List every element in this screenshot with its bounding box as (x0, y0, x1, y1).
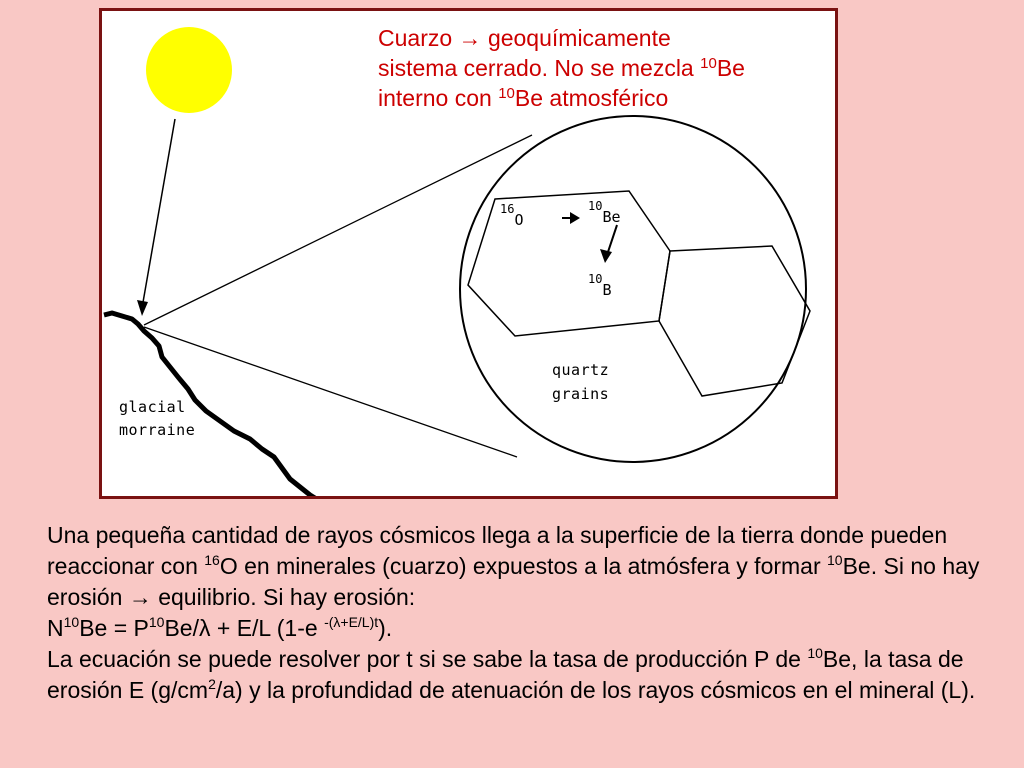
note-line-3: interno con $^{10}$Be atmosférico (378, 85, 669, 111)
equation: $N^{10}Be = P^{10}Be/\lambda + E/L$ (1-e $^{-(\lambda+E/L)t}$). (47, 614, 393, 641)
note-line-2: sistema cerrado. No se mezcla $^{10}$Be (378, 55, 745, 81)
isotope-be10: $^{10}$Be (588, 199, 621, 226)
zoom-line-bottom (144, 327, 517, 457)
label-morraine: morraine (119, 421, 196, 439)
paragraph-equation-solution: La ecuación se puede resolver por t si se sabe la tasa de producción P de $^{10}$Be, la tasa de erosión E $(g/cm^2/a)$ y la profundidad de atenuación de los rayos cósmicos en el mineral (L). (47, 645, 976, 703)
sun-icon (146, 27, 232, 113)
label-quartz: quartz (552, 361, 610, 379)
label-glacial: glacial (119, 398, 186, 416)
cosmic-ray-arrowhead (137, 300, 148, 316)
isotope-o16: $^{16}$O (500, 202, 524, 229)
diagram-frame (99, 8, 838, 499)
arrow-icon: → (458, 25, 482, 51)
cosmic-ray-arrow (142, 119, 175, 308)
magnified-circle (460, 116, 806, 462)
explanation-text (47, 520, 1007, 706)
label-grains: grains (552, 385, 610, 403)
note-line-1: Cuarzo → geoquímicamente (378, 25, 671, 51)
quartz-closed-system-note (378, 23, 848, 113)
arrow-icon: → (128, 584, 152, 610)
paragraph-cosmic-rays: Una pequeña cantidad de rayos cósmicos llega a la superficie de la tierra donde pueden reaccionar con $^{16}$O en minerales (cuarzo) expuestos a la atmósfera y formar $^{10}$Be. Si no hay erosión → equilibrio. Si hay erosión: (47, 522, 980, 610)
isotope-b10: $^{10}$B (588, 272, 612, 299)
